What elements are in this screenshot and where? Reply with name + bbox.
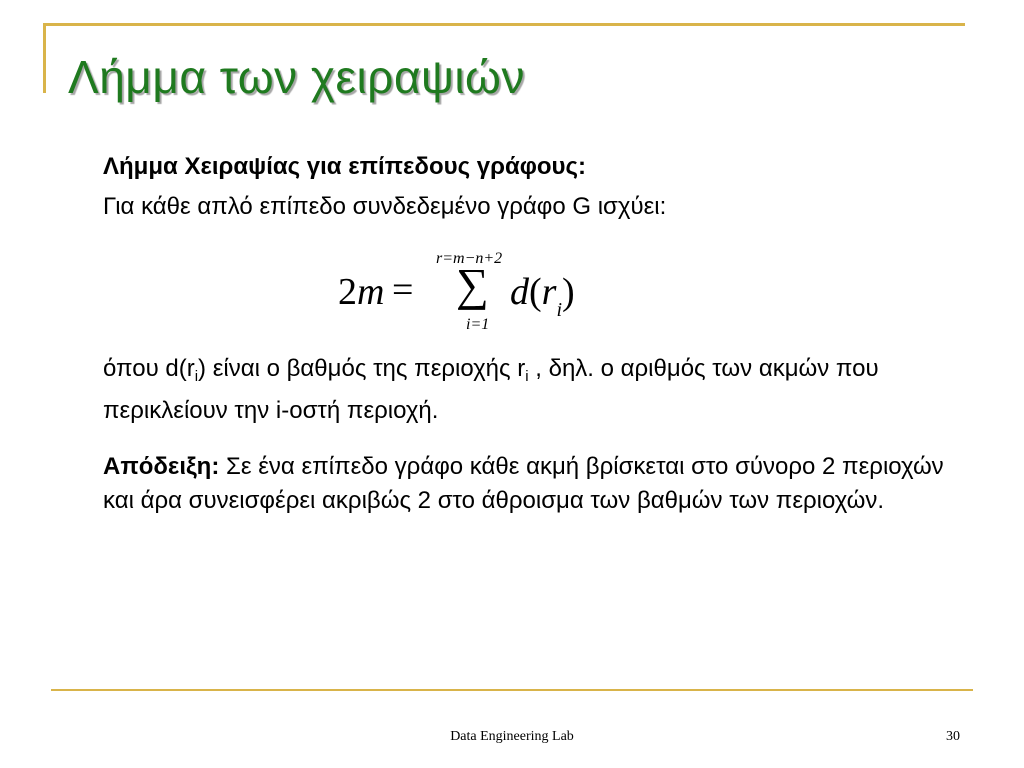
para1-text-2: ) είναι ο βαθμός της περιοχής r [198,355,526,382]
para1-text-1: όπου d(r [103,355,195,382]
formula-rhs-open: ( [529,271,542,313]
formula-rhs-var: r [541,271,557,313]
sum-lower-limit: i=1 [466,316,490,333]
proof-text: Σε ένα επίπεδο γράφο κάθε ακμή βρίσκεται στο σύνορο 2 περιοχών και άρα συνεισφέρει ακριβώς 2 στο άθροισμα των βαθμών των περιοχών. [103,453,944,514]
footer-divider [51,689,973,691]
formula-rhs-close: ) [562,271,575,313]
para1-text-3: , δηλ. ο αριθμός των ακμών που περικλείουν την i-οστή περιοχή. [103,355,879,424]
para1-sub-1: i [194,368,199,385]
formula-rhs-func: d [510,271,529,313]
lemma-statement: Για κάθε απλό επίπεδο συνδεδεμένο γράφο G ισχύει: [103,193,667,220]
left-border-line [43,23,46,93]
formula-rhs [510,270,575,322]
para1-sub-2: i [525,368,529,385]
footer-page-number: 30 [946,729,960,744]
formula-rhs-sub: i [556,299,563,321]
formula-lhs-var: m [357,271,385,313]
slide-title: Λήμμα των χειραψιών [68,51,525,103]
proof-paragraph [103,450,973,518]
proof-label: Απόδειξη: [103,453,220,480]
handshake-formula [330,252,620,342]
formula-lhs-coef: 2 [338,271,357,313]
top-border-line [43,23,965,26]
lemma-heading: Λήμμα Χειραψίας για επίπεδους γράφους: [103,153,586,180]
degree-definition-paragraph [103,352,973,428]
sum-upper-limit: r=m−n+2 [436,250,503,267]
sum-symbol: ∑ [456,259,489,310]
footer-lab-name: Data Engineering Lab [450,729,574,744]
formula-lhs [338,270,384,314]
formula-equals: = [392,269,414,311]
